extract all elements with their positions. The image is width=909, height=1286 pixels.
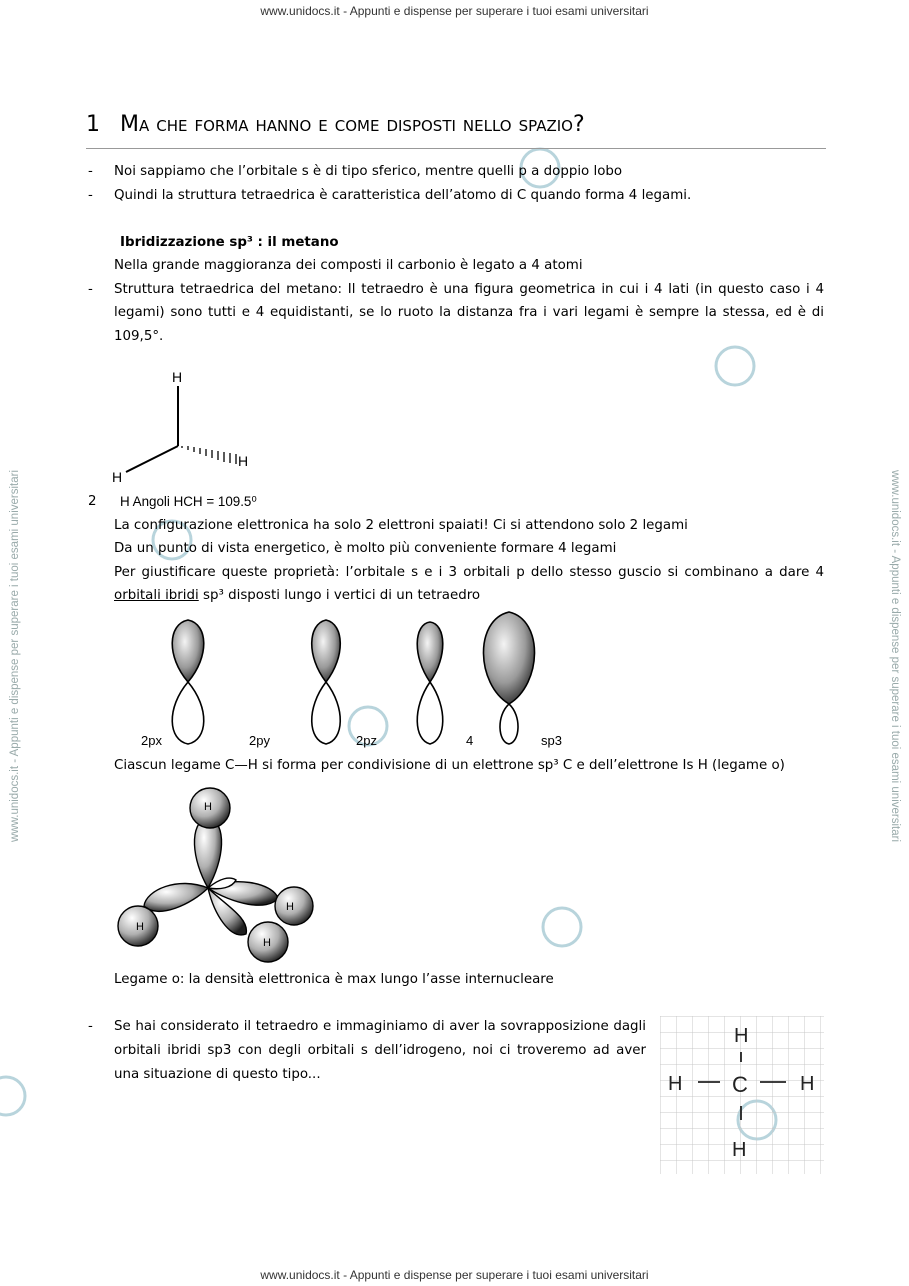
methane-h-right: H <box>238 453 249 469</box>
h-label: H <box>204 801 212 813</box>
energy-line: Da un punto di vista energetico, è molto più conveniente formare 4 legami <box>114 541 617 556</box>
bullet-dash: - <box>88 164 93 179</box>
orbital-label-2px: 2px <box>141 733 162 748</box>
orbital-label-2pz: 2pz <box>356 733 377 748</box>
watermark-left: www.unidocs.it - Appunti e dispense per superare i tuoi esami universitari <box>9 469 21 843</box>
sketch-h-right: H <box>800 1073 815 1095</box>
ch-bonds-figure <box>108 780 328 970</box>
angle-line: H Angoli HCH = 109.5⁰ <box>120 494 257 509</box>
sketch-h-bottom: H <box>732 1139 747 1161</box>
bond-line: Ciascun legame C—H si forma per condivisione di un elettrone sp³ C e dell’elettrone Is H (legame o) <box>114 758 785 773</box>
heading-rule <box>86 148 826 149</box>
sketch-h-top: H <box>734 1025 749 1047</box>
heading-number: 1 <box>86 112 100 137</box>
watermark-bottom: www.unidocs.it - Appunti e dispense per superare i tuoi esami universitari <box>260 1268 649 1282</box>
final-line-1: Se hai considerato il tetraedro e immaginiamo di aver la sovrapposizione dagli <box>114 1019 646 1034</box>
h-label: H <box>286 901 294 913</box>
metano-paragraph-1: Struttura tetraedrica del metano: Il tetraedro è una figura geometrica in cui i 4 lati (in questo caso i 4 <box>114 282 824 297</box>
heading-title: Ma che forma hanno e come disposti nello spazio? <box>120 112 585 137</box>
item-number-2: 2 <box>88 494 97 509</box>
h-label: H <box>136 921 144 933</box>
section-heading <box>86 112 585 137</box>
bullet-dash: - <box>88 282 93 297</box>
watermark-top: www.unidocs.it - Appunti e dispense per superare i tuoi esami universitari <box>260 4 649 18</box>
config-line: La configurazione elettronica ha solo 2 elettroni spaiati! Ci si attendono solo 2 legami <box>114 518 688 533</box>
metano-paragraph-3: 109,5°. <box>114 329 164 344</box>
metano-line: Nella grande maggioranza dei composti il carbonio è legato a 4 atomi <box>114 258 583 273</box>
sigma-line: Legame o: la densità elettronica è max lungo l’asse internucleare <box>114 972 554 987</box>
hybrid-underlined: orbitali ibridi <box>114 588 199 603</box>
bullet-dash: - <box>88 1019 93 1034</box>
structure-sketch <box>660 1016 824 1174</box>
intro-bullet-2: Quindi la struttura tetraedrica è caratteristica dell’atomo di C quando forma 4 legami. <box>114 188 692 203</box>
h-label: H <box>263 937 271 949</box>
orbital-label-2py: 2py <box>249 733 270 748</box>
metano-paragraph-2: legami) sono tutti e 4 equidistanti, se lo ruoto la distanza fra i vari legami è sempre la stessa, ed è di <box>114 305 824 320</box>
orbitals-figure <box>130 606 580 752</box>
bullet-dash: - <box>88 188 93 203</box>
sketch-c-center: C <box>732 1072 748 1097</box>
watermark-right: www.unidocs.it - Appunti e dispense per superare i tuoi esami universitari <box>889 469 901 843</box>
metano-subtitle: Ibridizzazione sp³ : il metano <box>120 235 339 250</box>
justify-line: Per giustificare queste proprietà: l’orbitale s e i 3 orbitali p dello stesso guscio si combinano a dare 4 <box>114 565 824 580</box>
final-line-3: una situazione di questo tipo... <box>114 1067 321 1082</box>
orbital-label-sp3: sp3 <box>541 733 562 748</box>
methane-h-left: H <box>112 469 123 485</box>
hybrid-rest: sp³ disposti lungo i vertici di un tetraedro <box>198 588 481 603</box>
hybrid-line <box>114 584 824 607</box>
orbital-label-4: 4 <box>466 733 474 748</box>
methane-h-top: H <box>172 369 183 385</box>
final-line-2: orbitali ibridi sp3 con degli orbitali s dell’idrogeno, noi ci troveremo ad aver <box>114 1043 646 1058</box>
sketch-h-left: H <box>668 1073 683 1095</box>
methane-structure-figure <box>98 368 268 490</box>
intro-bullet-1: Noi sappiamo che l’orbitale s è di tipo sferico, mentre quelli p a doppio lobo <box>114 164 623 179</box>
